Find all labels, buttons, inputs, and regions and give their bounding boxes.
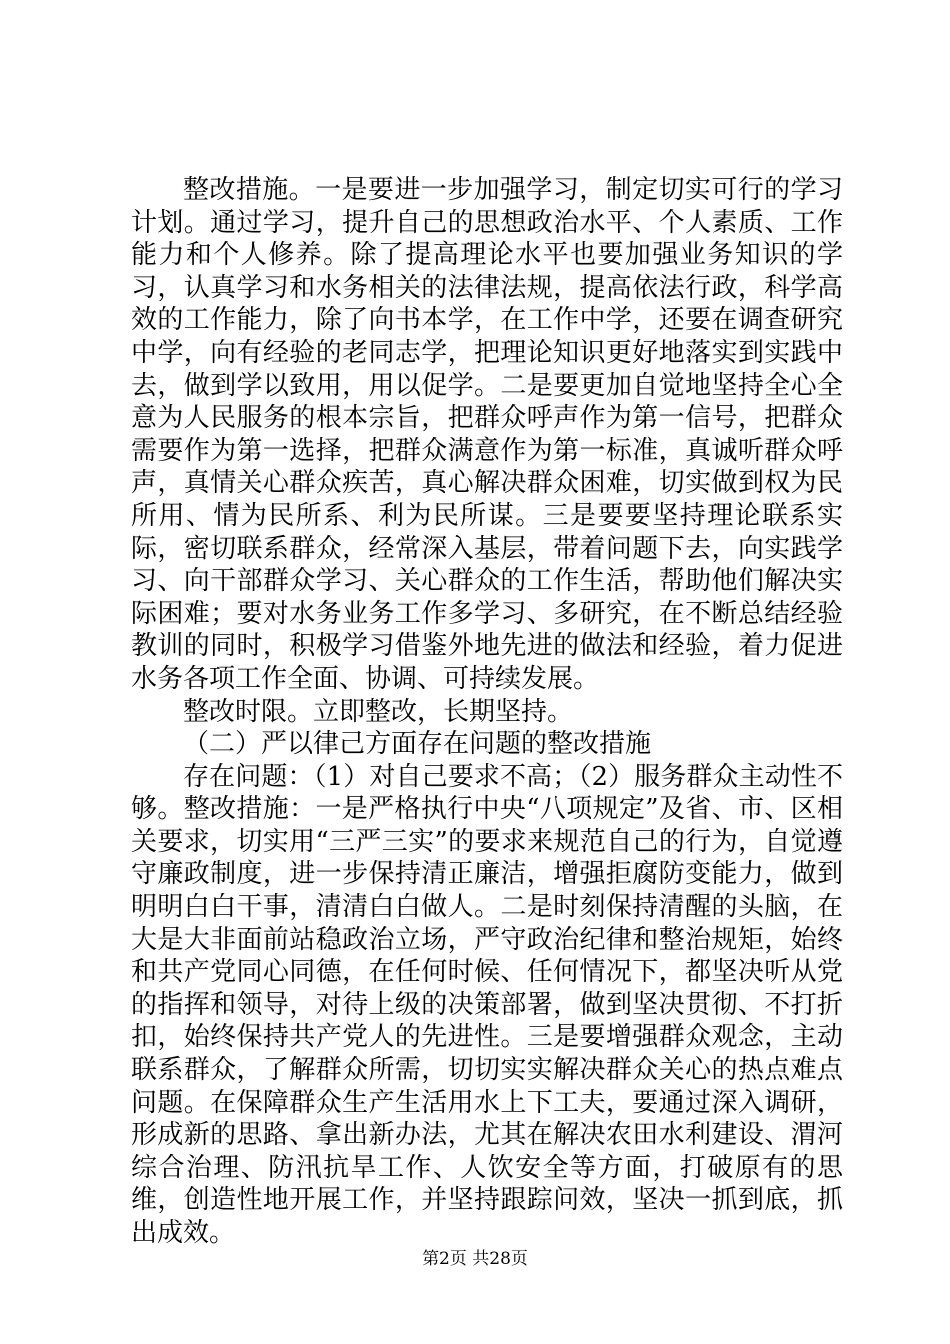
section-heading-self-discipline: （二）严以律己方面存在问题的整改措施 xyxy=(183,729,652,760)
page-number-footer: 第2页 共28页 xyxy=(422,1249,528,1269)
paragraph-rectification-measures: 整改措施。一是要进一步加强学习，制定切实可行的学习计划。通过学习，提升自己的思想政治水平、个人素质、工作能力和个人修养。除了提高理论水平也要加强业务知识的学习，认真学习和水务相关的法律法规，提高依法行政，科学高效的工作能力，除了向书本学，在工作中学，还要在调查研究中学，向有经验的老同志学，把理论知识更好地落实到实践中去，做到学以致用，用以促学。二是要更加自觉地坚持全心全意为人民服务的根本宗旨，把群众呼声作为第一信号，把群众需要作为第一选择，把群众满意作为第一标准，真诚听群众呼声，真情关心群众疾苦，真心解决群众困难，切实做到权为民所用、情为民所系、利为民所谋。三是要要坚持理论联系实际，密切联系群众，经常深入基层，带着问题下去，向实践学习、向干部群众学习、关心群众的工作生活，帮助他们解决实际困难；要对水务业务工作多学习、多研究，在不断总结经验教训的同时，积极学习借鉴外地先进的做法和经验，着力促进水务各项工作全面、协调、可持续发展。 xyxy=(131,175,843,694)
paragraph-existing-problems: 存在问题：（1）对自己要求不高；（2）服务群众主动性不够。整改措施：一是严格执行中央“八项规定”及省、市、区相关要求，切实用“三严三实”的要求来规范自己的行为，自觉遵守廉政制度，进一步保持清正廉洁，增强拒腐防变能力，做到明明白白干事，清清白白做人。二是时刻保持清醒的头脑，在大是大非面前站稳政治立场，严守政治纪律和整治规矩，始终和共产党同心同德，在任何时候、任何情况下，都坚决听从党的指挥和领导，对待上级的决策部署，做到坚决贯彻、不打折扣，始终保持共产党人的先进性。三是要增强群众观念，主动联系群众，了解群众所需，切切实实解决群众关心的热点难点问题。在保障群众生产生活用水上下工夫，要通过深入调研，形成新的思路、拿出新办法，尤其在解决农田水利建设、渭河综合治理、防汛抗旱工作、人饮安全等方面，打破原有的思维，创造性地开展工作，并坚持跟踪问效，坚决一抓到底，抓出成效。 xyxy=(131,761,843,1248)
paragraph-rectification-deadline: 整改时限。立即整改，长期坚持。 xyxy=(183,696,574,727)
document-body xyxy=(131,174,843,1250)
